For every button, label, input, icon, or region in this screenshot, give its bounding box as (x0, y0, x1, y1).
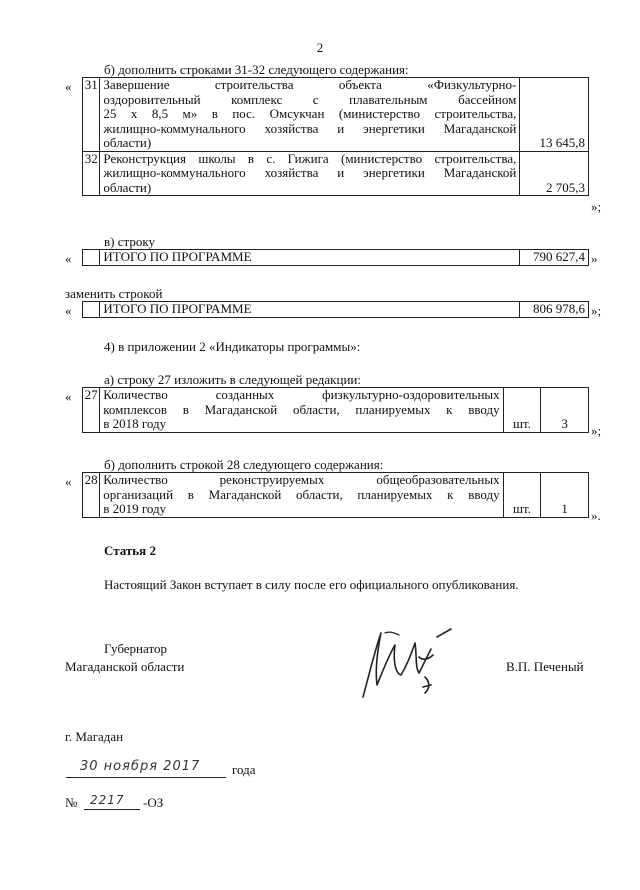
unit: шт. (503, 473, 541, 518)
total-value: 806 978,6 (520, 302, 589, 318)
row-description (100, 473, 503, 518)
total-label: ИТОГО ПО ПРОГРАММЕ (100, 250, 520, 266)
empty-cell (83, 302, 100, 318)
desc-line: Завершение строительства объекта «Физкультурно- (103, 77, 517, 92)
desc-line: области) (103, 135, 152, 150)
table-row (83, 78, 589, 152)
desc-line: в 2019 году (103, 501, 167, 516)
row-description (100, 78, 520, 152)
row-number: 28 (83, 473, 100, 518)
article-2-heading: Статья 2 (104, 543, 156, 558)
open-quote: « (65, 303, 72, 318)
indicator-28-table (82, 472, 589, 518)
desc-line: комплексов в Магаданской области, планируемых к вводу (103, 401, 500, 417)
open-quote: « (65, 389, 72, 404)
row-number: 31 (83, 78, 100, 152)
table-row (83, 473, 589, 518)
section-v-intro: в) строку (104, 234, 155, 249)
desc-line: оздоровительный комплекс с плавательным бассейном (103, 91, 517, 107)
indicator-b-intro: б) дополнить строкой 28 следующего содержания: (104, 457, 384, 472)
place: г. Магадан (65, 729, 124, 744)
open-quote: « (65, 474, 72, 489)
desc-line: организаций в Магаданской области, планируемых к вводу (103, 486, 500, 502)
table-row (83, 388, 589, 433)
row-value: 13 645,8 (520, 78, 589, 152)
row-number: 27 (83, 388, 100, 433)
date-field (66, 759, 226, 778)
signature-image (355, 615, 470, 705)
unit: шт. (503, 388, 541, 433)
number-sign: № (65, 795, 78, 810)
handwritten-date: 30 ноября 2017 (80, 759, 201, 774)
close-quote: »; (591, 423, 602, 438)
governor-name: В.П. Печеный (506, 659, 584, 674)
table-row (83, 302, 589, 318)
total-label: ИТОГО ПО ПРОГРАММЕ (100, 302, 520, 318)
handwritten-number: 2217 (90, 793, 125, 807)
empty-cell (83, 250, 100, 266)
row-description (100, 151, 520, 196)
table-row (83, 151, 589, 196)
desc-line: 25 x 8,5 м» в пос. Омсукчан (министерство строительства, (103, 106, 517, 121)
close-quote: »; (591, 303, 602, 318)
close-quote: ». (591, 508, 601, 523)
item-4-text: 4) в приложении 2 «Индикаторы программы»: (104, 339, 361, 354)
row-description (100, 388, 503, 433)
law-number-suffix: -ОЗ (143, 795, 164, 810)
law-number-field (84, 795, 140, 810)
indicator-a-intro: а) строку 27 изложить в следующей редакции: (104, 372, 361, 387)
section-b-table (82, 77, 589, 196)
close-quote: »; (591, 199, 602, 214)
date-suffix: года (232, 762, 256, 777)
quantity: 1 (541, 473, 589, 518)
open-quote: « (65, 79, 72, 94)
governor-title: Губернатор (104, 641, 167, 656)
quantity: 3 (541, 388, 589, 433)
page-number: 2 (316, 40, 324, 55)
replace-intro: заменить строкой (65, 286, 163, 301)
section-b-intro: б) дополнить строками 31-32 следующего содержания: (104, 62, 409, 77)
row-number: 32 (83, 151, 100, 196)
total-new-table (82, 301, 589, 318)
row-value: 2 705,3 (520, 151, 589, 196)
desc-line: Реконструкция школы в с. Гижига (министерство строительства, (103, 150, 517, 166)
indicator-27-table (82, 387, 589, 433)
governor-region: Магаданской области (65, 659, 185, 674)
desc-line: Количество созданных физкультурно-оздоровительных (103, 387, 500, 402)
table-row (83, 250, 589, 266)
total-value: 790 627,4 (520, 250, 589, 266)
desc-line: Количество реконструируемых общеобразовательных (103, 472, 500, 487)
close-quote: » (591, 251, 598, 266)
open-quote: « (65, 251, 72, 266)
desc-line: жилищно-коммунального хозяйства и энергетики Магаданской (103, 120, 517, 136)
desc-line: области) (103, 179, 152, 195)
desc-line: жилищно-коммунального хозяйства и энергетики Магаданской (103, 165, 517, 180)
total-old-table (82, 249, 589, 266)
article-2-text: Настоящий Закон вступает в силу после его официального опубликования. (104, 577, 519, 592)
desc-line: в 2018 году (103, 416, 167, 431)
